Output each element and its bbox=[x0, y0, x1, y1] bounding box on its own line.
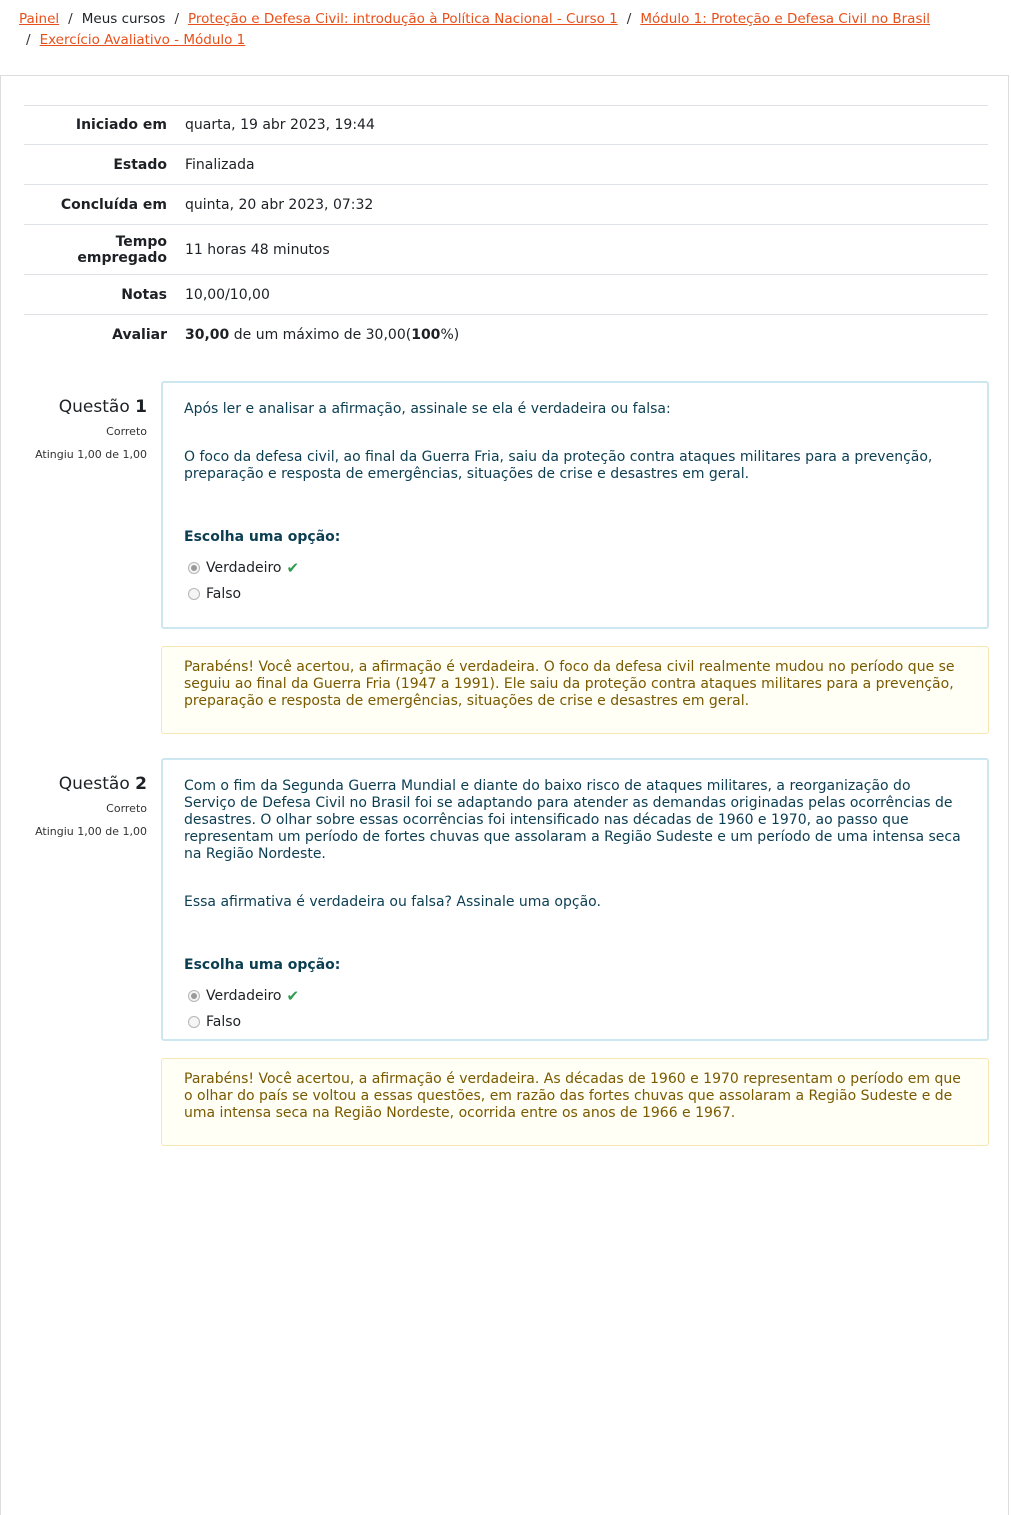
completed-label: Concluída em bbox=[60, 196, 167, 213]
breadcrumb-module-link[interactable]: Módulo 1: Proteção e Defesa Civil no Brasil bbox=[640, 11, 930, 27]
grade-value bbox=[176, 315, 988, 355]
summary-row-grade bbox=[24, 315, 988, 355]
breadcrumb-separator: / bbox=[26, 32, 31, 48]
completed-value: quinta, 20 abr 2023, 07:32 bbox=[185, 196, 374, 213]
question-2-answers bbox=[184, 983, 965, 1035]
question-label: Questão bbox=[58, 774, 130, 794]
question-2-formulation bbox=[161, 758, 989, 1041]
radio-selected[interactable] bbox=[188, 990, 200, 1002]
time-taken-label bbox=[24, 225, 176, 275]
summary-row-started bbox=[24, 106, 988, 145]
question-2-feedback: Parabéns! Você acertou, a afirmação é verdadeira. As décadas de 1960 e 1970 representam o período em que o olhar do país se voltou a essas questões, em razão das fortes chuvas que assolaram a Região Sudeste e de uma intensa seca na Região Nordeste, ocorrida entre os anos de 1966 e 1967. bbox=[161, 1058, 989, 1146]
question-1-number bbox=[1, 397, 147, 417]
breadcrumb-course-link[interactable]: Proteção e Defesa Civil: introdução à Política Nacional - Curso 1 bbox=[188, 11, 618, 27]
question-2-number bbox=[1, 774, 147, 794]
answer-label: Verdadeiro bbox=[206, 560, 282, 576]
summary-row-state bbox=[24, 145, 988, 185]
breadcrumb-my-courses: Meus cursos bbox=[81, 11, 166, 27]
radio-unselected[interactable] bbox=[188, 1016, 200, 1028]
question-number: 1 bbox=[135, 397, 147, 417]
summary-row-marks bbox=[24, 275, 988, 315]
time-taken-label-line1: Tempo bbox=[115, 234, 167, 250]
breadcrumb-separator: / bbox=[68, 11, 73, 27]
question-1-instruction: Após ler e analisar a afirmação, assinale se ela é verdadeira ou falsa: bbox=[184, 401, 671, 417]
marks-value: 10,00/10,00 bbox=[185, 286, 270, 303]
question-number: 2 bbox=[135, 774, 147, 794]
marks-label: Notas bbox=[121, 286, 167, 303]
question-2-instruction: Essa afirmativa é verdadeira ou falsa? Assinale uma opção. bbox=[184, 894, 601, 910]
breadcrumb bbox=[19, 9, 999, 51]
grade-percent: 100 bbox=[411, 326, 441, 343]
answer-option-false[interactable] bbox=[184, 1009, 965, 1035]
grade-max-text: de um máximo de 30,00( bbox=[229, 326, 412, 343]
question-2-state: Correto bbox=[106, 802, 147, 815]
check-icon: ✔ bbox=[286, 987, 300, 1005]
question-2-info bbox=[1, 774, 147, 838]
question-1-feedback: Parabéns! Você acertou, a afirmação é verdadeira. O foco da defesa civil realmente mudou no período que se seguiu ao final da Guerra Fria (1947 a 1991). Ele saiu da proteção contra ataques militares para a prevenção, preparação e resposta de emergências, situações de crise e desastres em geral. bbox=[161, 646, 989, 734]
answer-option-false[interactable] bbox=[184, 581, 965, 607]
question-1-state: Correto bbox=[106, 425, 147, 438]
state-label: Estado bbox=[113, 156, 167, 173]
answer-label: Falso bbox=[206, 586, 242, 602]
summary-row-time bbox=[24, 225, 988, 275]
breadcrumb-home-link[interactable]: Painel bbox=[19, 11, 60, 27]
grade-percent-suffix: %) bbox=[440, 326, 460, 343]
question-2-statement: Com o fim da Segunda Guerra Mundial e diante do baixo risco de ataques militares, a reorganização do Serviço de Defesa Civil no Brasil foi se adaptando para atender as demandas originadas pelas ocorrências de desastres. O olhar sobre essas ocorrências foi intensificado nas décadas de 1960 e 1970, ao passo que representam um período de fortes chuvas que assolaram a Região Sudeste e um período de uma intensa seca na Região Nordeste. bbox=[184, 778, 961, 862]
question-1-statement: O foco da defesa civil, ao final da Guerra Fria, saiu da proteção contra ataques militares para a prevenção, preparação e resposta de emergências, situações de crise e desastres em geral. bbox=[184, 449, 933, 482]
radio-selected[interactable] bbox=[188, 562, 200, 574]
question-label: Questão bbox=[58, 397, 130, 417]
check-icon: ✔ bbox=[286, 559, 300, 577]
summary-row-completed bbox=[24, 185, 988, 225]
answer-label: Verdadeiro bbox=[206, 988, 282, 1004]
answer-option-true[interactable] bbox=[184, 983, 965, 1009]
question-1-prompt: Escolha uma opção: bbox=[184, 529, 341, 545]
started-value: quarta, 19 abr 2023, 19:44 bbox=[185, 117, 375, 133]
radio-unselected[interactable] bbox=[188, 588, 200, 600]
attempt-summary-table bbox=[24, 105, 988, 355]
question-2-prompt: Escolha uma opção: bbox=[184, 957, 341, 973]
question-1-formulation bbox=[161, 381, 989, 629]
breadcrumb-activity-link[interactable]: Exercício Avaliativo - Módulo 1 bbox=[39, 32, 246, 48]
question-2-grade: Atingiu 1,00 de 1,00 bbox=[35, 825, 147, 838]
question-1-info bbox=[1, 397, 147, 461]
time-taken-value: 11 horas 48 minutos bbox=[185, 242, 330, 258]
question-1-grade: Atingiu 1,00 de 1,00 bbox=[35, 448, 147, 461]
main-region bbox=[0, 75, 1009, 1515]
grade-score: 30,00 bbox=[185, 326, 230, 343]
breadcrumb-separator: / bbox=[174, 11, 179, 27]
started-label: Iniciado em bbox=[75, 117, 167, 133]
state-value: Finalizada bbox=[185, 156, 255, 173]
answer-option-true[interactable] bbox=[184, 555, 965, 581]
breadcrumb-separator: / bbox=[626, 11, 632, 27]
answer-label: Falso bbox=[206, 1014, 242, 1030]
time-taken-label-line2: empregado bbox=[77, 250, 167, 266]
grade-label: Avaliar bbox=[112, 326, 167, 343]
question-1-answers bbox=[184, 555, 965, 607]
